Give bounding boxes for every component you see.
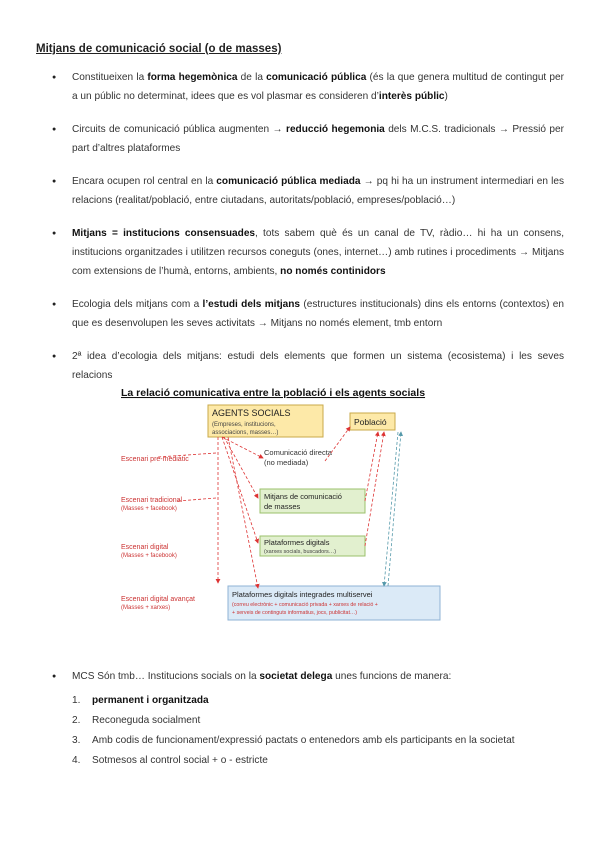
plat-int-label-3: + serveis de continguts informatius, jocs, publicitat…) — [232, 610, 357, 616]
text-span: → pq hi ha un instrument intermediari en les relacions (realitat/població, entre ciutadans, autoritats/població, empreses/població…) — [72, 176, 564, 206]
text-span: de la — [237, 72, 267, 83]
bullet-list — [36, 68, 564, 399]
plataformes-label-2: (xarxes socials, buscadors…) — [264, 549, 337, 555]
text-span: MCS Són tmb… Institucions socials on la — [72, 671, 260, 682]
page-title: Mitjans de comunicació social (o de masses) — [36, 43, 282, 55]
bold-text: interès públic — [378, 91, 445, 102]
numbered-item — [72, 711, 564, 730]
item-text: Reconeguda socialment — [92, 715, 201, 726]
text-span: Encara ocupen rol central en la — [72, 176, 217, 187]
scenario-4-label-a: Escenari digital avançat — [121, 596, 195, 603]
bottom-bullet — [36, 667, 564, 686]
numbered-item — [72, 751, 564, 770]
agents-label: AGENTS SOCIALS — [212, 408, 291, 418]
poblacio-label: Població — [354, 417, 387, 427]
bold-text: l’estudi dels mitjans — [202, 299, 301, 310]
bold-text: no només continidors — [280, 266, 386, 277]
bold-text: societat delega — [259, 671, 333, 682]
bullet-item — [36, 295, 564, 333]
text-span: (és la que genera multitud de contingut per a un públic no determinat, idees que es vol plasmar es consideren d’ — [72, 72, 565, 102]
item-number: 3. — [72, 735, 81, 746]
scenario-4-label-b: (Masses + xarxes) — [121, 605, 171, 611]
bold-text: reducció hegemonia — [286, 124, 385, 135]
text-span: Constitueixen la — [72, 72, 148, 83]
text-span: Ecologia dels mitjans com a — [72, 299, 203, 310]
numbered-list — [72, 691, 564, 771]
bold-text: forma hegemònica — [147, 72, 238, 83]
agents-sub1: (Empreses, institucions, — [212, 422, 276, 428]
text-span: Circuits de comunicació pública augmenten → — [72, 124, 287, 135]
agents-sub2: associacions, masses…) — [212, 430, 279, 436]
text-span: (estructures institucionals) dins els entorns (contextos) en que es desenvolupen les seves activitats → Mitjans no només element, tmb entorn — [72, 299, 564, 329]
bold-text: comunicació pública — [266, 72, 367, 83]
bullet-item — [36, 172, 564, 210]
numbered-item — [72, 731, 564, 750]
mitjans-label-2: de masses — [264, 502, 301, 511]
plat-int-label-1: Plataformes digitals integrades multiservei — [232, 590, 373, 599]
item-text: Sotmesos al control social + o - estricte — [92, 755, 268, 766]
scenario-2-label-a: Escenari tradicional — [121, 497, 183, 504]
numbered-item — [72, 691, 564, 710]
scenario-1-label: Escenari pre-mediàtic — [121, 456, 189, 463]
communication-diagram — [118, 383, 448, 623]
text-span: , tots sabem què és un canal de TV, ràdio… hi ha un consens, institucions organitzades i utilitzen recursos coneguts (ones, internet…) amb rutines i procediments → Mitjans com extensions de l’humà, entorns, ambients, — [72, 228, 564, 277]
direct-comm-sub: (no mediada) — [264, 458, 309, 467]
bullet-item — [36, 224, 564, 281]
item-number: 1. — [72, 695, 81, 706]
text-span: ) — [444, 91, 448, 102]
scenario-3-label-a: Escenari digital — [121, 544, 169, 551]
bullet-item — [36, 347, 564, 385]
item-text: Amb codis de funcionament/expressió pactats o entenedors amb els participants en la societat — [92, 735, 515, 746]
bullet-item — [36, 120, 564, 158]
text-span: unes funcions de manera: — [332, 671, 452, 682]
item-number: 4. — [72, 755, 81, 766]
bold-text: comunicació pública mediada — [216, 176, 361, 187]
mitjans-label-1: Mitjans de comunicació — [264, 492, 342, 501]
direct-comm-label: Comunicació directa — [264, 448, 332, 457]
scenario-2-label-b: (Masses + facebook) — [121, 506, 177, 512]
item-text: permanent i organitzada — [92, 695, 209, 706]
plat-int-label-2: (correu electrònic + comunicació privada + xarxes de relació + — [232, 602, 378, 608]
item-number: 2. — [72, 715, 81, 726]
text-span: 2ª idea d’ecologia dels mitjans: estudi dels elements que formen un sistema (ecosistema) i les seves relacions — [72, 351, 564, 381]
bold-text: Mitjans = institucions consensuades — [72, 228, 256, 239]
text-span: dels M.C.S. tradicionals → Pressió per part d’altres plataformes — [72, 124, 564, 154]
scenario-3-label-b: (Masses + facebook) — [121, 553, 177, 559]
blue-arrows — [384, 432, 401, 586]
diagram-title: La relació comunicativa entre la població i els agents socials — [121, 387, 426, 399]
plataformes-label-1: Plataformes digitals — [264, 538, 330, 547]
bullet-item — [36, 68, 564, 106]
